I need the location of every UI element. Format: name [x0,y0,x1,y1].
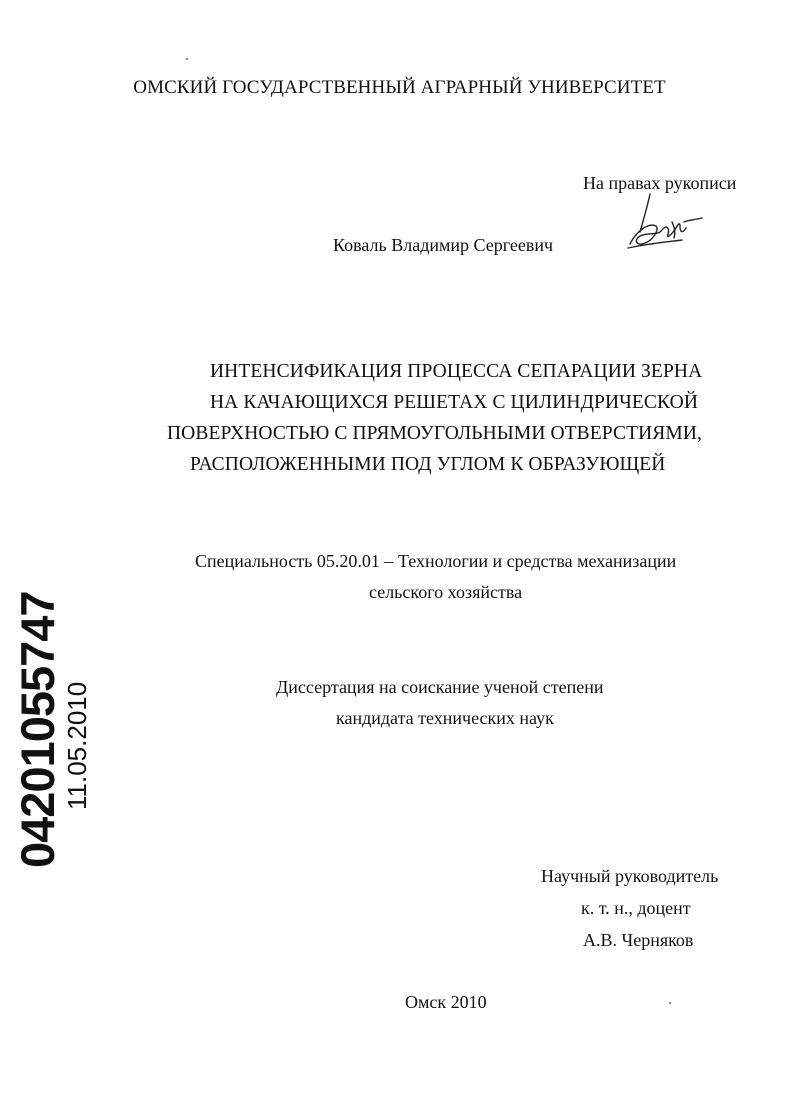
city-year: Омск 2010 [405,992,487,1012]
author-signature [626,192,706,254]
dissertation-type-line: Диссертация на соискание ученой степени [276,677,604,697]
scan-speck [669,1002,671,1004]
dissertation-title-line: НА КАЧАЮЩИХСЯ РЕШЕТАХ С ЦИЛИНДРИЧЕСКОЙ [210,392,699,413]
specialty-line: Специальность 05.20.01 – Технологии и средства механизации [195,551,677,571]
dissertation-title-line: ИНТЕНСИФИКАЦИЯ ПРОЦЕССА СЕПАРАЦИИ ЗЕРНА [210,361,703,382]
supervisor-degree: к. т. н., доцент [581,898,691,918]
library-stamp [6,591,106,870]
supervisor-role: Научный руководитель [541,866,719,886]
dissertation-type-line: кандидата технических наук [336,708,554,728]
specialty-line: сельского хозяйства [369,582,523,602]
author-name: Коваль Владимир Сергеевич [333,235,554,255]
dissertation-title-line: ПОВЕРХНОСТЬЮ С ПРЯМОУГОЛЬНЫМИ ОТВЕРСТИЯМИ, [167,423,702,444]
stamp-number: 04201055747 [11,591,64,868]
university-name: ОМСКИЙ ГОСУДАРСТВЕННЫЙ АГРАРНЫЙ УНИВЕРСИТЕТ [133,77,666,98]
scan-speck [186,58,188,60]
manuscript-rights-note: На правах рукописи [583,173,737,193]
supervisor-name: А.В. Черняков [583,930,694,950]
dissertation-title-line: РАСПОЛОЖЕННЫМИ ПОД УГЛОМ К ОБРАЗУЮЩЕЙ [190,454,666,475]
stamp-date: 11.05.2010 [62,681,92,810]
